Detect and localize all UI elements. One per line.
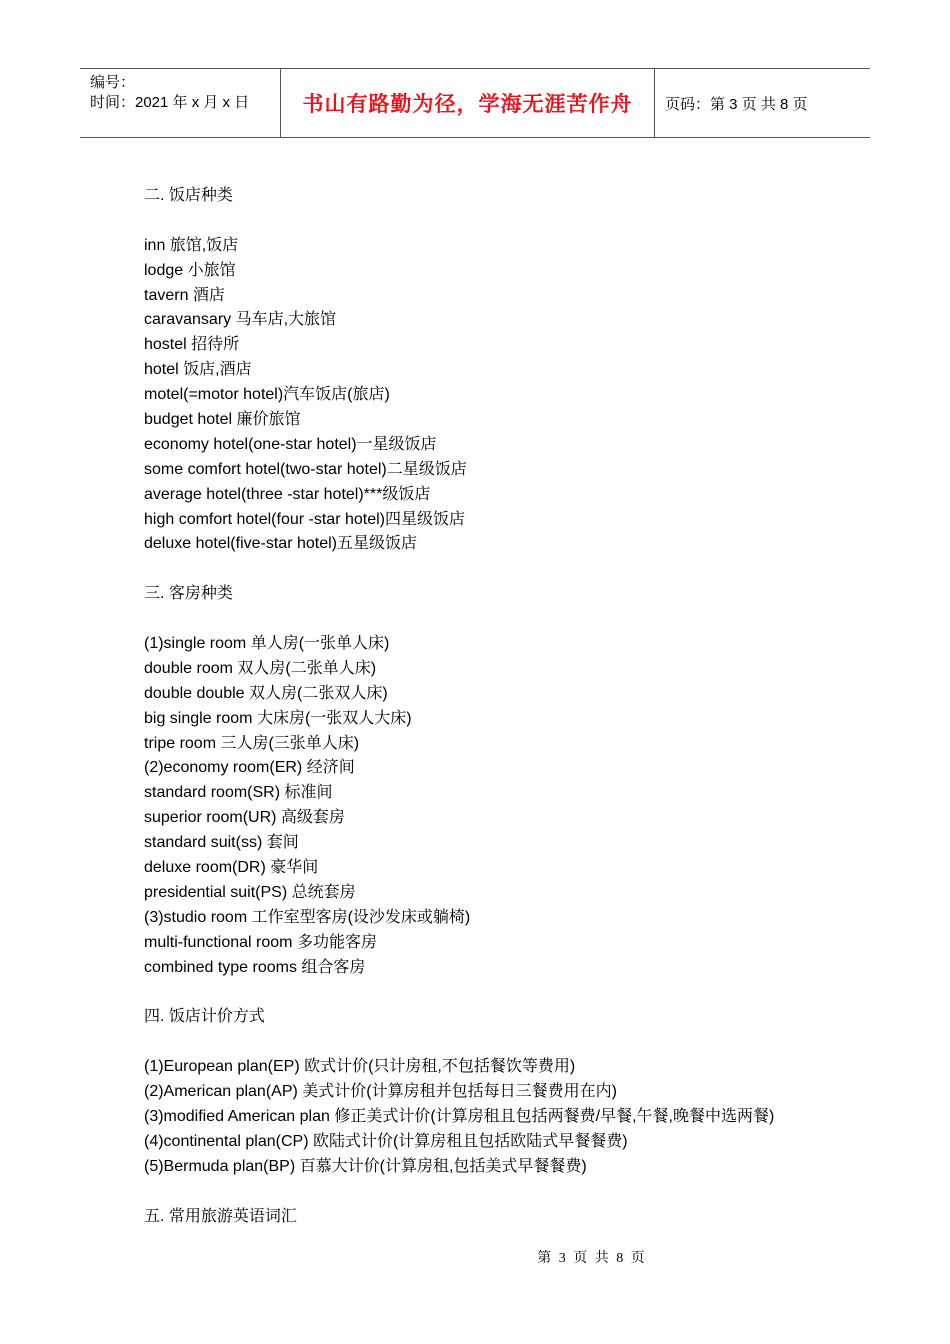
list-item: standard room(SR) 标准间 — [144, 784, 333, 802]
list-item: (1)European plan(EP) 欧式计价(只计房租,不包括餐饮等费用) — [144, 1058, 576, 1076]
list-item: budget hotel 廉价旅馆 — [144, 411, 301, 429]
list-item: hostel 招待所 — [144, 336, 240, 354]
list-item: superior room(UR) 高级套房 — [144, 809, 345, 827]
section-heading: 三. 客房种类 — [144, 585, 233, 603]
list-item: tripe room 三人房(三张单人床) — [144, 734, 360, 752]
list-item: (3)studio room 工作室型客房(设沙发床或躺椅) — [144, 908, 471, 926]
list-item: combined type rooms 组合客房 — [144, 958, 366, 976]
section-gap — [144, 607, 864, 632]
list-item: high comfort hotel(four -star hotel)四星级饭店 — [144, 510, 465, 528]
list-item: hotel 饭店,酒店 — [144, 361, 252, 379]
list-item: double room 双人房(二张单人床) — [144, 659, 377, 677]
list-item: average hotel(three -star hotel)***级饭店 — [144, 485, 431, 503]
section-heading: 四. 饭店计价方式 — [144, 1008, 265, 1026]
section-gap — [144, 209, 864, 234]
list-item: presidential suit(PS) 总统套房 — [144, 883, 356, 901]
section-heading: 二. 饭店种类 — [144, 187, 233, 204]
list-item: (2)economy room(ER) 经济间 — [144, 759, 355, 777]
section-gap — [144, 1180, 864, 1205]
time-label: 时间：2021 年 x 月 x 日 — [90, 94, 250, 111]
list-item: multi-functional room 多功能客房 — [144, 933, 377, 951]
list-item: big single room 大床房(一张双人大床) — [144, 709, 412, 727]
list-item: deluxe room(DR) 豪华间 — [144, 859, 319, 877]
list-item: tavern 酒店 — [144, 286, 225, 304]
list-item: economy hotel(one-star hotel)一星级饭店 — [144, 435, 437, 453]
motto-text: 书山有路勤为径，学海无涯苦作舟 — [302, 91, 633, 116]
list-item: (1)single room 单人房(一张单人床) — [144, 635, 390, 653]
list-item: standard suit(ss) 套间 — [144, 834, 299, 852]
page-header — [80, 68, 870, 138]
list-item: caravansary 马车店,大旅馆 — [144, 311, 337, 329]
list-item: (3)modified American plan 修正美式计价(计算房租且包括两餐费/早餐,午餐,晚餐中选两餐) — [144, 1107, 775, 1125]
list-item: (5)Bermuda plan(BP) 百慕大计价(计算房租,包括美式早餐餐费) — [144, 1157, 587, 1175]
header-motto-cell — [281, 69, 655, 137]
section-gap — [144, 981, 864, 1006]
list-item: inn 旅馆,饭店 — [144, 236, 239, 254]
list-item: some comfort hotel(two-star hotel)二星级饭店 — [144, 460, 467, 478]
list-item: deluxe hotel(five-star hotel)五星级饭店 — [144, 535, 417, 553]
section-gap — [144, 1030, 864, 1055]
header-page-cell — [655, 69, 870, 137]
list-item: motel(=motor hotel)汽车饭店(旅店) — [144, 386, 390, 404]
header-meta — [80, 69, 281, 137]
page-footer — [0, 1247, 950, 1267]
document-body — [144, 184, 864, 1229]
number-label: 编号： — [90, 74, 136, 91]
list-item: (2)American plan(AP) 美式计价(计算房租并包括每日三餐费用在内) — [144, 1083, 617, 1101]
list-item: lodge 小旅馆 — [144, 261, 236, 279]
footer-page-number: 第 3 页 共 8 页 — [537, 1251, 647, 1266]
section-gap — [144, 557, 864, 582]
list-item: double double 双人房(二张双人床) — [144, 684, 388, 702]
page-label: 页码：第 3 页 共 8 页 — [665, 95, 808, 113]
section-heading: 五. 常用旅游英语词汇 — [144, 1207, 297, 1225]
list-item: (4)continental plan(CP) 欧陆式计价(计算房租且包括欧陆式早餐餐费) — [144, 1132, 628, 1150]
